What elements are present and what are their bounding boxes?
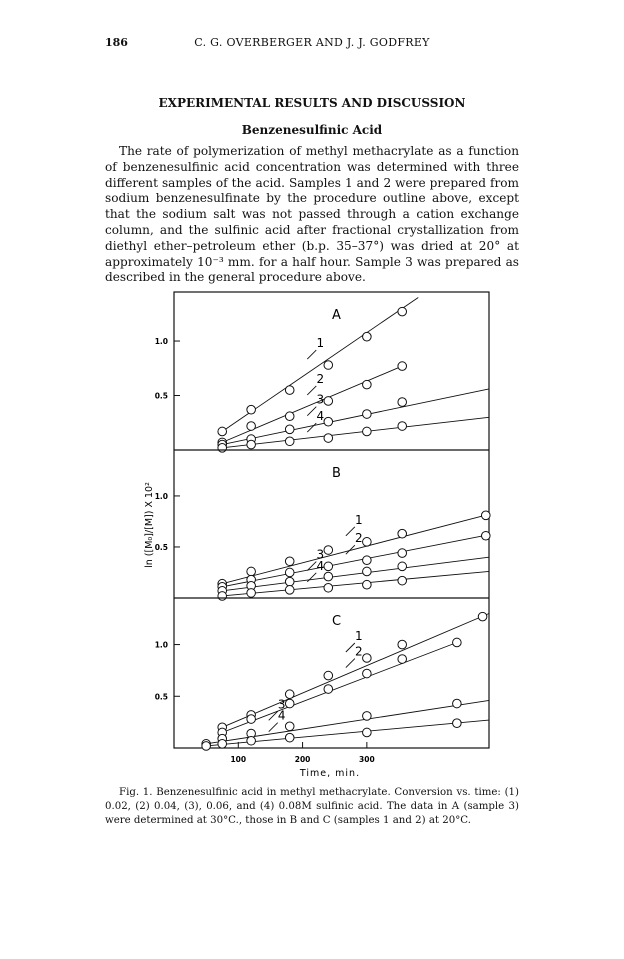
data-point [363, 567, 372, 576]
page-number: 186 [105, 36, 128, 49]
data-point [398, 398, 407, 407]
series-label-1: 1 [355, 512, 363, 527]
data-point [481, 531, 490, 540]
data-point [363, 538, 372, 547]
series-leader [346, 643, 355, 652]
fit-line-4 [222, 417, 489, 448]
fit-line-3 [222, 557, 489, 591]
data-point [398, 422, 407, 431]
data-point [285, 386, 294, 395]
data-point [398, 562, 407, 571]
data-point [398, 307, 407, 316]
data-point [285, 557, 294, 566]
data-point [363, 712, 372, 721]
data-point [398, 655, 407, 664]
data-point [285, 425, 294, 434]
data-point [363, 332, 372, 341]
data-point [324, 685, 333, 694]
figure-panels [155, 292, 490, 764]
fit-line-2 [222, 642, 457, 732]
series-leader [307, 573, 316, 582]
data-point [285, 699, 294, 708]
y-tick-label: 0.5 [154, 542, 168, 552]
data-point [324, 572, 333, 581]
data-point [285, 586, 294, 595]
series-leader [346, 527, 355, 536]
data-point [247, 567, 256, 576]
x-tick-label: 100 [230, 755, 247, 764]
fit-line-2 [222, 366, 402, 442]
data-point [398, 549, 407, 558]
series-label-4: 4 [316, 409, 325, 424]
panel-label-a: A [332, 308, 341, 323]
data-point [285, 412, 294, 421]
y-tick-label: 1.0 [154, 491, 168, 501]
subsection-title: Benzenesulfinic Acid [241, 123, 383, 137]
series-leader [307, 407, 316, 416]
series-label-4: 4 [277, 708, 286, 723]
panel-label-c: C [331, 614, 342, 629]
section-title: EXPERIMENTAL RESULTS AND DISCUSSION [158, 96, 466, 110]
data-point [398, 362, 407, 371]
body-paragraph: The rate of polymerization of methyl methacrylate as a function of benzenesulfinic acid concentration was determined with three different samples of the acid. Samples 1 and 2 were prepared from sodium benzenesulfinate by the procedure outline above, except that the sodium salt was not passed through a cation exchange column, and the sulfinic acid after fractional crystallization from diethyl ether–petroleum ether (b.p. 35–37°) was dried at 20° at approximately 10⁻³ mm. for a half hour. Sample 3 was prepared as described in the general procedure above. [105, 144, 519, 285]
x-tick-label: 300 [359, 755, 375, 764]
data-point [247, 440, 256, 449]
data-point [398, 529, 407, 538]
data-point [247, 405, 256, 414]
data-point [218, 444, 227, 453]
data-point [324, 417, 333, 426]
data-point [285, 733, 294, 742]
series-leader [269, 723, 278, 732]
series-label-3: 3 [316, 547, 325, 562]
data-point [247, 736, 256, 745]
data-point [285, 690, 294, 699]
y-tick-label: 1.0 [154, 337, 168, 347]
series-leader [307, 350, 316, 359]
series-label-4: 4 [316, 558, 325, 573]
data-point [324, 583, 333, 592]
data-point [285, 568, 294, 577]
series-label-1: 1 [355, 629, 363, 643]
data-point [324, 397, 333, 406]
data-point [247, 422, 256, 431]
data-point [324, 434, 333, 443]
series-label-2: 2 [316, 371, 325, 386]
y-tick-label: 1.0 [154, 640, 168, 650]
data-point [285, 437, 294, 446]
data-point [285, 577, 294, 586]
data-point [363, 556, 372, 565]
data-point [202, 742, 211, 751]
data-point [218, 740, 227, 749]
data-point [363, 427, 372, 436]
data-point [218, 427, 227, 436]
running-head: C. G. OVERBERGER AND J. J. GODFREY [194, 36, 430, 49]
series-label-2: 2 [355, 644, 363, 659]
data-point [363, 380, 372, 389]
data-point [453, 719, 462, 728]
series-label-2: 2 [355, 531, 363, 546]
series-label-3: 3 [316, 392, 325, 407]
series-label-1: 1 [316, 336, 325, 351]
data-point [285, 722, 294, 731]
data-point [218, 592, 227, 601]
series-leader [307, 386, 316, 395]
data-point [453, 638, 462, 647]
y-axis-label: ln ([M₀]/[M]) X 10² [144, 482, 155, 568]
panel-label-b: B [332, 466, 341, 481]
data-point [363, 728, 372, 737]
data-point [363, 410, 372, 419]
data-point [398, 640, 407, 649]
figure-frame [174, 292, 489, 748]
data-point [453, 699, 462, 708]
data-point [363, 654, 372, 663]
fit-line-4 [222, 571, 489, 595]
fit-line-3 [222, 389, 489, 445]
data-point [478, 612, 487, 621]
x-axis-label: Time, min. [299, 768, 361, 779]
data-point [363, 669, 372, 678]
data-point [324, 546, 333, 555]
data-point [324, 671, 333, 680]
series-label-3: 3 [277, 697, 286, 712]
data-point [481, 511, 490, 520]
y-tick-label: 0.5 [154, 391, 168, 401]
data-point [324, 361, 333, 370]
data-point [247, 715, 256, 724]
y-tick-label: 0.5 [154, 692, 168, 702]
series-leader [307, 423, 316, 432]
series-leader [346, 659, 355, 668]
data-point [247, 589, 256, 598]
figure-caption: Fig. 1. Benzenesulfinic acid in methyl methacrylate. Conversion vs. time: (1) 0.02, (2) 0.04, (3), 0.06, and (4) 0.08M sulfinic acid. The data in A (sample 3) were determined at 30°C., those in B and C (samples 1 and 2) at 20°C. [105, 787, 519, 826]
data-point [398, 576, 407, 585]
data-point [363, 580, 372, 589]
x-tick-label: 200 [294, 755, 311, 764]
data-point [324, 562, 333, 571]
